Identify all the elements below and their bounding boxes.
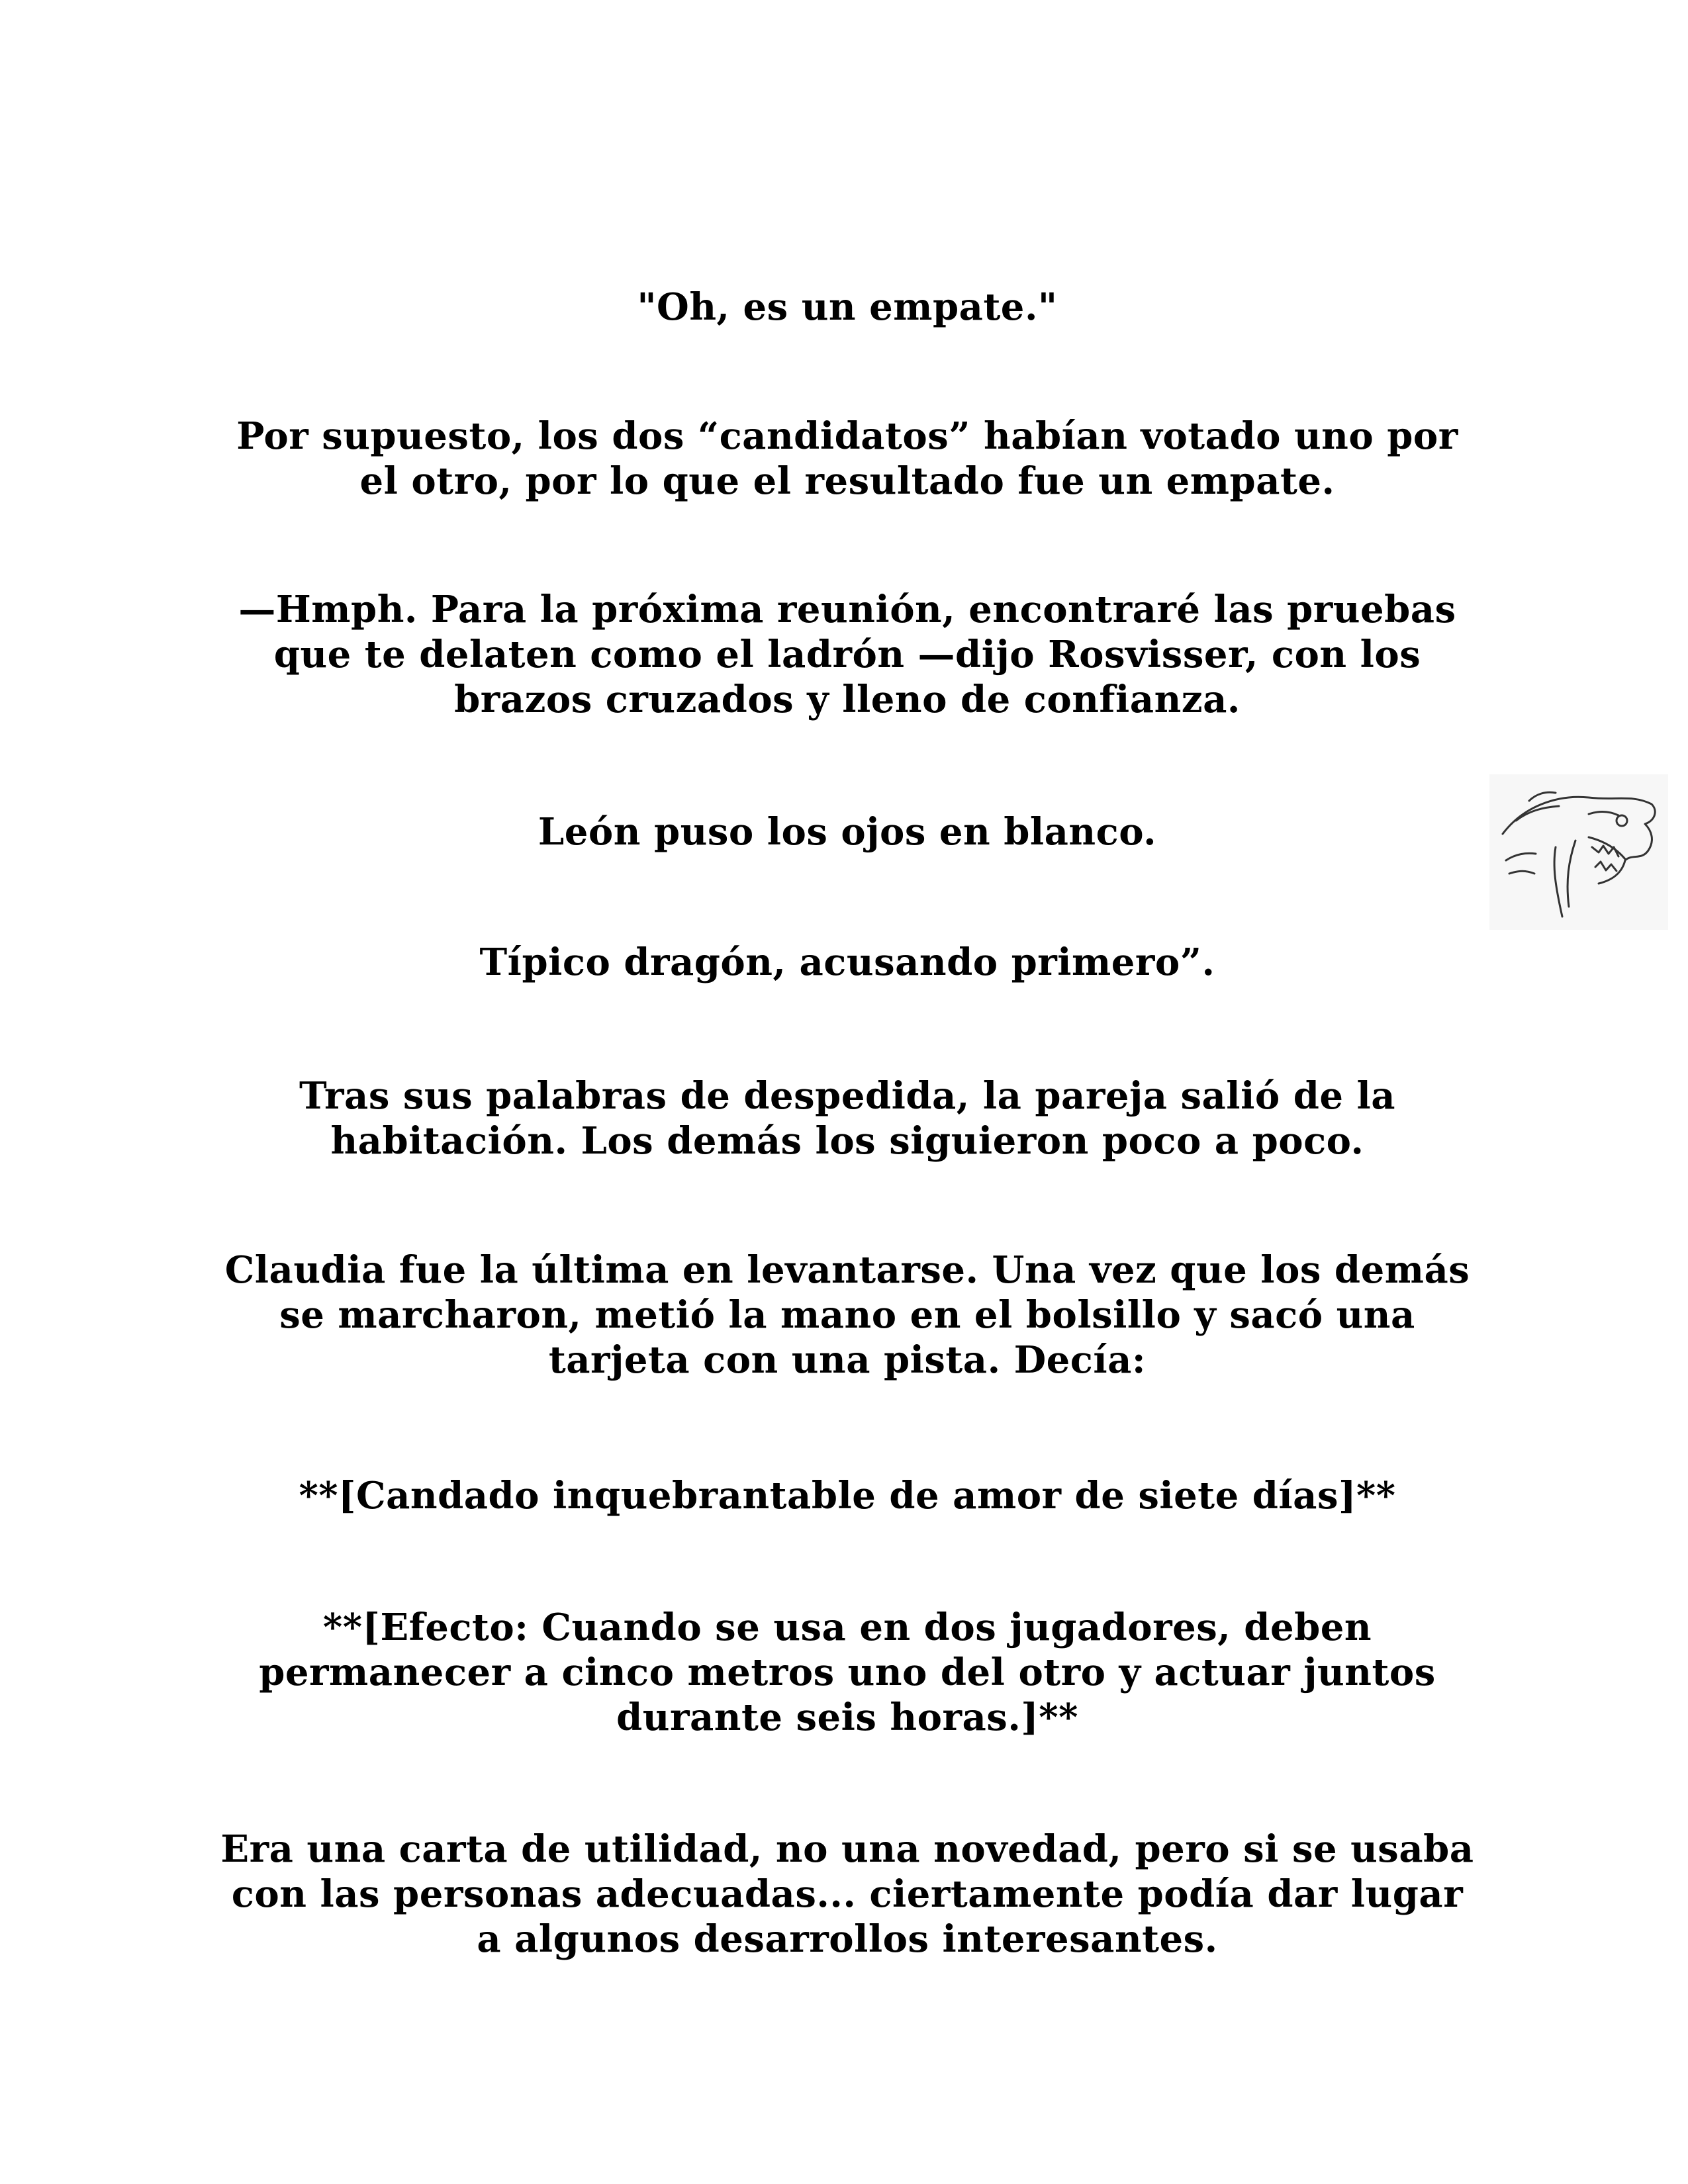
paragraph-5: Típico dragón, acusando primero”.: [479, 940, 1215, 984]
paragraph-7: Claudia fue la última en levantarse. Una vez que los demás se marcharon, metió la mano en el bolsillo y sacó una tarjeta con una pista. Decía:: [224, 1248, 1470, 1382]
paragraph-8: **[Candado inquebrantable de amor de siete días]**: [299, 1474, 1396, 1518]
paragraph-3: —Hmph. Para la próxima reunión, encontraré las pruebas que te delaten como el ladrón —dijo Rosvisser, con los brazos cruzados y lleno de confianza.: [238, 588, 1456, 721]
paragraph-4: León puso los ojos en blanco.: [538, 810, 1157, 854]
paragraph-2: Por supuesto, los dos “candidatos” habían votado uno por el otro, por lo que el resultado fue un empate.: [236, 414, 1458, 503]
dragon-head-sketch-icon: [1489, 774, 1668, 930]
paragraph-10: Era una carta de utilidad, no una novedad, pero si se usaba con las personas adecuadas... ciertamente podía dar lugar a algunos desarrollos interesantes.: [220, 1827, 1474, 1961]
paragraph-6: Tras sus palabras de despedida, la pareja salió de la habitación. Los demás los siguieron poco a poco.: [299, 1074, 1396, 1163]
paragraph-1: "Oh, es un empate.": [637, 285, 1058, 329]
paragraph-9: **[Efecto: Cuando se usa en dos jugadores, deben permanecer a cinco metros uno del otro y actuar juntos durante seis horas.]**: [259, 1606, 1436, 1739]
